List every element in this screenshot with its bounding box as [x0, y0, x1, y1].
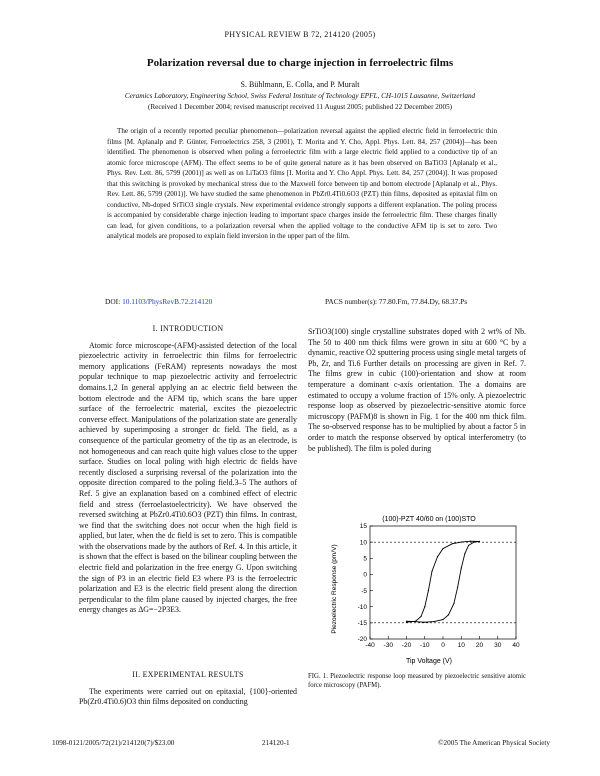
x-axis-label: Tip Voltage (V): [405, 658, 453, 665]
right-column: [308, 327, 526, 454]
y-tick-label: -10: [357, 603, 367, 611]
x-tick-label: 40: [512, 642, 520, 649]
chart-title: (100)-PZT 40/60 on (100)STO: [382, 516, 476, 523]
data-point: [464, 553, 465, 554]
data-point: [442, 548, 443, 549]
data-point: [442, 619, 443, 620]
series-line-reverse: [407, 541, 480, 622]
data-point: [406, 622, 407, 623]
data-point: [452, 543, 453, 544]
x-tick-label: -30: [383, 642, 393, 649]
right-column-paragraph: SrTiO3(100) single crystalline substrates doped with 2 wt% of Nb. The 50 to 400 nm thick films were grown in situ at 600 °C by a dynamic, reactive O2 sputtering process using single metal targets of Pb, Zr, and Ti.6 Further details on processing are given in Ref. 7. The films grew in cubic (100)-orientation and show at room temperature a dominant c-axis orientation. The a domains are estimated to occupy a volume fraction of 15% only. A piezoelectric response loop as observed by piezoelectric-sensitive atomic force microscopy (PAFM)8 is shown in Fig. 1 for the 400 nm thick film. The so-observed response has to be multiplied by about a factor 5 in order to match the response observed by optical interferometry (to be published). The film is poled during: [308, 327, 526, 453]
data-point: [431, 571, 432, 572]
data-point: [457, 587, 458, 588]
x-tick-label: 30: [494, 642, 502, 649]
data-point: [421, 616, 422, 617]
series-line-forward: [407, 542, 480, 623]
y-axis-label: Piezoelectric Response (pm/V): [331, 544, 338, 634]
data-point: [461, 567, 462, 568]
data-point: [470, 541, 471, 542]
section-heading-introduction: I. INTRODUCTION: [152, 324, 224, 333]
x-tick-label: -40: [365, 642, 375, 649]
footer-copyright: ©2005 The American Physical Society: [438, 739, 550, 747]
y-tick-label: 0: [363, 571, 367, 579]
x-tick-label: 10: [457, 642, 465, 649]
abstract: The origin of a recently reported peculiar phenomenon—polarization reversal against the applied electric field in ferroelectric thin films [M. Aplanalp and P. Günter, Ferroelectrics 258, 3 (2001), T. Morita and Y. Cho, Appl. Phys. Lett. 84, 257 (2004)]—has been identified. The phenomenon is observed when poling a ferroelectric film with a large electric field applied to a conductive tip of an atomic force microscope (AFM). The effect seems to be of quite general nature as it has been observed on BaTiO3 [Aplanalp et al., Phys. Rev. Lett. 86, 5799 (2001)] as well as on LiTaO3 films [I. Morita and Y. Cho Appl. Phys. Lett. 84, 257 (2004)]. It was proposed that this switching is provoked by mechanical stress due to the Maxwell force between tip and bottom electrode [Aplanalp et al., Phys. Rev. Lett. 86, 5799 (2001)]. We have studied the same phenomenon in PbZr0.4Ti0.6O3 (PZT) thin films, deposited as epitaxial film on conductive, Nb-doped SrTiO3 single crystals. New experimental evidence strongly supports a different explanation. The poling process is accompanied by considerable charge injection leading to important space charges inside the ferroelectric film. These charges finally can lead, for given conditions, to a polarization reversal when the applied voltage to the conductive AFM tip is set to zero. Two analytical models are proposed to explain field inversion in the upper part of the film.: [107, 127, 497, 241]
affiliation: Ceramics Laboratory, Engineering School, Swiss Federal Institute of Technology EPFL, CH-1015 Lausanne, Switzerland: [124, 92, 476, 100]
y-tick-label: 5: [363, 555, 367, 563]
left-column-bottom: [79, 670, 297, 708]
data-point: [424, 606, 425, 607]
footer-issn: 1098-0121/2005/72(21)/214120(7)/$23.00: [52, 739, 175, 747]
x-tick-label: -10: [420, 642, 430, 649]
footer-page-number: 214120-1: [262, 739, 290, 747]
y-tick-label: -15: [357, 620, 367, 628]
running-header: PHYSICAL REVIEW B 72, 214120 (2005): [224, 30, 376, 39]
data-point: [433, 621, 434, 622]
data-point: [468, 545, 469, 546]
doi-line: [105, 297, 212, 306]
y-tick-label: 10: [359, 539, 367, 547]
x-tick-label: 0: [441, 642, 445, 649]
section-heading-experimental: II. EXPERIMENTAL RESULTS: [132, 670, 244, 679]
data-point: [437, 556, 438, 557]
author-list: S. Bühlmann, E. Colla, and P. Muralt: [240, 80, 360, 89]
piezo-loop-chart: [308, 511, 526, 667]
data-point: [448, 614, 449, 615]
left-column: [79, 324, 297, 616]
experimental-paragraph: The experiments were carried out on epitaxial, {100}-oriented Pb(Zr0.4Ti0.6)O3 thin films deposited on conducting: [79, 686, 297, 707]
received-dates: (Received 1 December 2004; revised manuscript received 11 August 2005; published 22 December 2005): [147, 103, 453, 111]
y-tick-label: 15: [359, 523, 367, 531]
article-title: Polarization reversal due to charge injection in ferroelectric films: [146, 57, 454, 69]
data-point: [479, 541, 480, 542]
x-tick-label: -20: [401, 642, 412, 649]
figure-1: [308, 511, 526, 667]
data-point: [428, 590, 429, 591]
pacs-numbers: PACS number(s): 77.80.Fm, 77.84.Dy, 68.37.Ps: [325, 297, 468, 306]
data-point: [424, 622, 425, 623]
y-tick-label: -20: [357, 636, 367, 644]
plot-frame: [370, 526, 516, 639]
figure-caption: FIG. 1. Piezoelectric response loop measured by piezoelectric sensitive atomic force microscopy (PAFM).: [308, 673, 526, 690]
data-point: [453, 603, 454, 604]
doi-link[interactable]: 10.1103/PhysRevB.72.214120: [122, 297, 213, 306]
y-tick-label: -5: [361, 587, 367, 595]
data-point: [415, 621, 416, 622]
data-point: [461, 542, 462, 543]
doi-label: DOI:: [105, 297, 121, 306]
x-tick-label: 20: [475, 642, 484, 649]
intro-paragraph: Atomic force microscope-(AFM)-assisted detection of the local piezoelectric activity in ferroelectric thin films for ferroelectric memory applications (FeRAM) represents nowadays the most popular technique to map piezoelectric activity and ferroelectric domains.1,2 In general applying an ac electric field between the bottom electrode and the AFM tip, which scans the bare upper surface of the ferroelectric material, excites the piezoelectric converse effect. Manipulations of the polarization state are generally achieved by superimposing a stronger dc field. The field, as a consequence of the particular geometry of the tip as an electrode, is not homogeneous and can reach quite high values close to the upper surface. Studies on local poling with high electric dc fields have recently disclosed a surprising reversal of the polarization into the opposite direction compared to the poling field.3–5 The authors of Ref. 5 give an explanation based on a combined effect of electric field and stress (ferroelastoelectricity). We have observed the reversed switching at PbZr0.4Ti0.6O3 (PZT) thin films. In contrast, we find that the switching does not occur when the high field is applied, but later, when the dc field is set to zero. This is compatible with the observations made by the authors of Ref. 4. In this article, it is shown that the effect is based on the bilinear coupling between the electric field and polarization in the free energy G. Upon switching the sign of P3 in an electric field E3 where P3 is the ferroelectric polarization and E3 is the electric field present along the direction perpendicular to the film plane caused by injected charges, the free energy changes as ΔG=−2P3E3.: [79, 340, 297, 615]
